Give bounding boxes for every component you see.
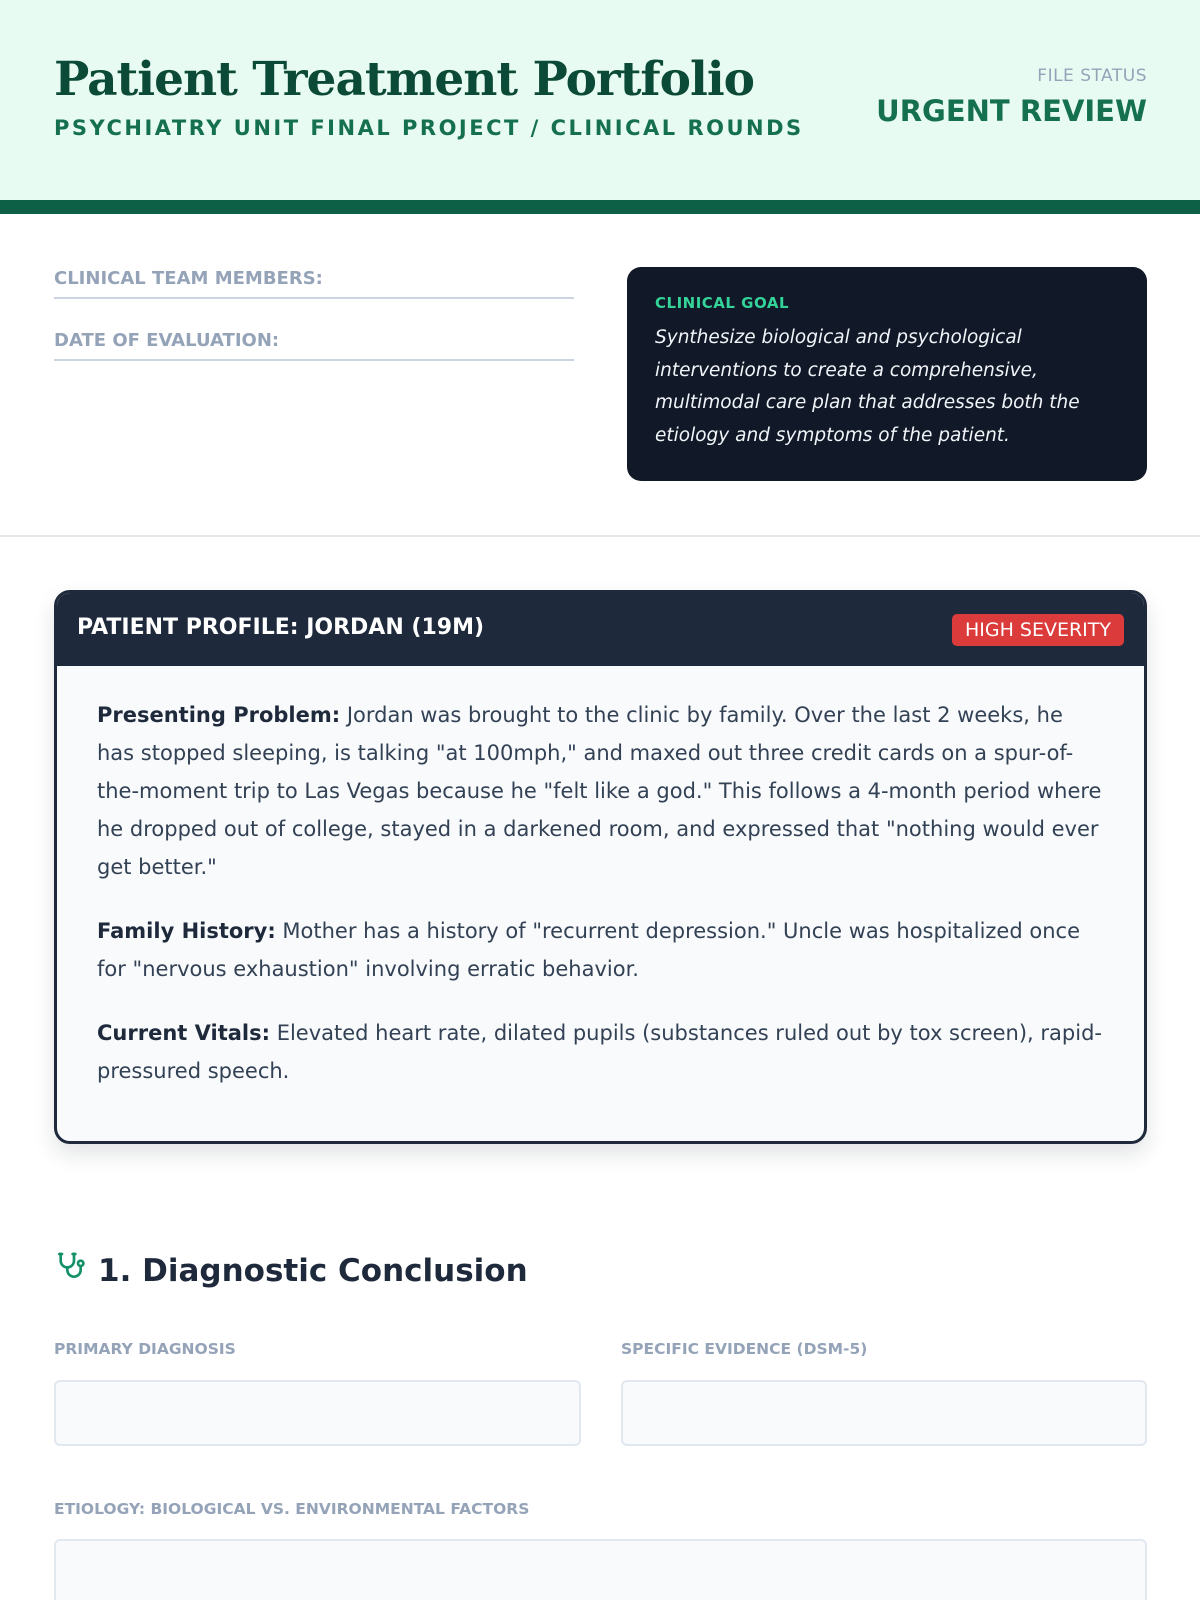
section-divider — [0, 535, 1200, 537]
etiology-label: ETIOLOGY: BIOLOGICAL VS. ENVIRONMENTAL FACTORS — [54, 1500, 530, 1518]
file-status-label: FILE STATUS — [1037, 66, 1147, 86]
current-vitals — [97, 1014, 1104, 1090]
clinical-goal-text: Synthesize biological and psychological interventions to create a comprehensive, multimodal care plan that addresses both the etiology and symptoms of the patient. — [655, 327, 1080, 446]
primary-diagnosis-label: PRIMARY DIAGNOSIS — [54, 1340, 236, 1358]
patient-profile-header — [57, 593, 1144, 666]
stethoscope-icon — [54, 1250, 86, 1290]
specific-evidence-label: SPECIFIC EVIDENCE (DSM-5) — [621, 1340, 868, 1358]
clinical-goal-card — [627, 267, 1147, 481]
presenting-problem — [97, 696, 1104, 886]
presenting-problem-text: Jordan was brought to the clinic by family. Over the last 2 weeks, he has stopped sleeping, is talking "at 100mph," and maxed out three credit cards on a spur-of-the-moment trip to Las Vegas because he "felt like a god." This follows a 4-month period where he dropped out of college, stayed in a darkened room, and expressed that "nothing would ever get better." — [97, 703, 1102, 879]
page-subtitle: PSYCHIATRY UNIT FINAL PROJECT / CLINICAL ROUNDS — [54, 116, 804, 140]
primary-diagnosis-input[interactable] — [54, 1380, 581, 1446]
family-history-label: Family History: — [97, 919, 276, 943]
patient-profile-card — [54, 590, 1147, 1144]
specific-evidence-input[interactable] — [621, 1380, 1147, 1446]
current-vitals-label: Current Vitals: — [97, 1021, 271, 1045]
clinical-team-field[interactable] — [54, 268, 574, 299]
diagnostic-conclusion-title: 1. Diagnostic Conclusion — [98, 1253, 528, 1289]
page-header — [0, 0, 1200, 214]
severity-badge: HIGH SEVERITY — [952, 614, 1124, 646]
patient-profile-title: PATIENT PROFILE: JORDAN (19M) — [77, 615, 485, 640]
evaluation-date-field[interactable] — [54, 330, 574, 361]
family-history-text: Mother has a history of "recurrent depression." Uncle was hospitalized once for "nervous exhaustion" involving erratic behavior. — [97, 919, 1080, 981]
presenting-problem-label: Presenting Problem: — [97, 703, 341, 727]
etiology-input[interactable] — [54, 1539, 1147, 1600]
current-vitals-text: Elevated heart rate, dilated pupils (substances ruled out by tox screen), rapid-pressured speech. — [97, 1021, 1102, 1083]
clinical-goal-title: CLINICAL GOAL — [655, 294, 790, 312]
evaluation-date-label: DATE OF EVALUATION: — [54, 330, 280, 351]
family-history — [97, 912, 1104, 988]
patient-profile-body — [57, 666, 1144, 1090]
clinical-team-label: CLINICAL TEAM MEMBERS: — [54, 268, 323, 289]
page-title: Patient Treatment Portfolio — [54, 52, 755, 107]
diagnostic-conclusion-heading — [54, 1253, 528, 1290]
file-status-value: URGENT REVIEW — [876, 94, 1147, 128]
